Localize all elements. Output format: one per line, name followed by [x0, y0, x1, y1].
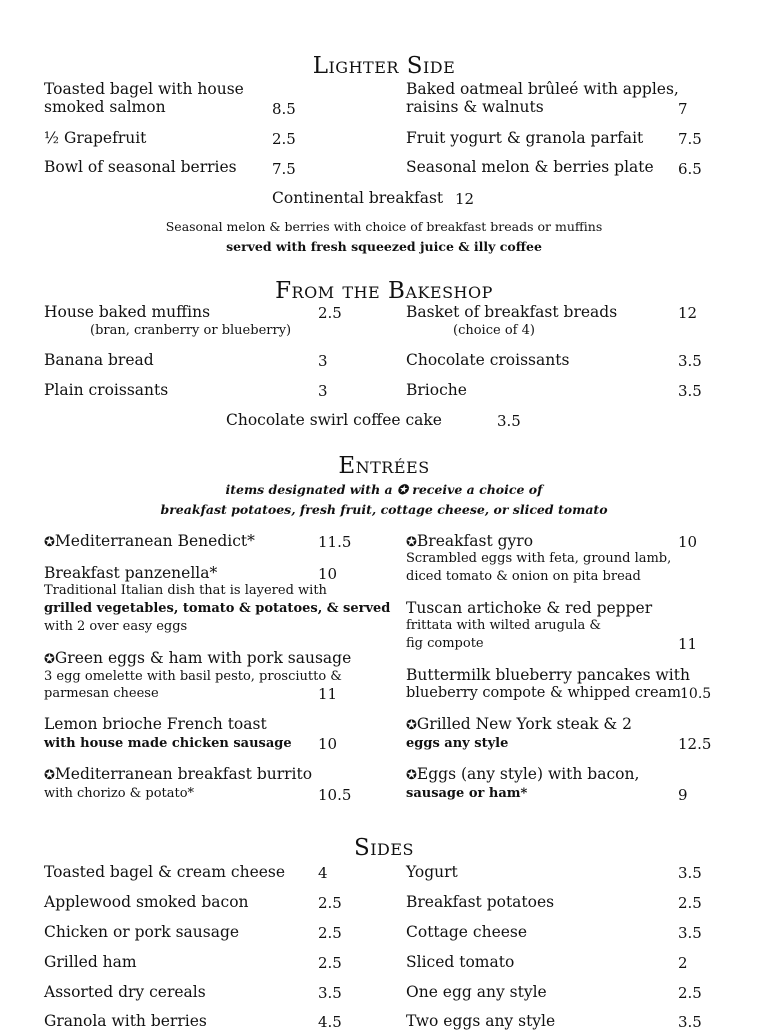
star-mark-icon: ✪: [44, 535, 55, 550]
menu-item-name: ✪Mediterranean breakfast burrito: [44, 765, 313, 783]
menu-item-price: 11: [318, 685, 338, 703]
menu-item-name: Plain croissants: [44, 381, 169, 399]
menu-item-price: 12.5: [678, 735, 712, 753]
menu-item-description: grilled vegetables, tomato & potatoes, & served: [44, 601, 391, 616]
menu-item-note: (choice of 4): [453, 323, 535, 338]
menu-item-name: Chocolate swirl coffee cake: [226, 411, 442, 429]
menu-item-name: One egg any style: [406, 983, 547, 1001]
menu-item-price: 8.5: [272, 100, 296, 118]
menu-item-description: fig compote: [406, 636, 484, 651]
menu-item-price: 3.5: [497, 412, 521, 430]
menu-item-name: raisins & walnuts: [406, 98, 544, 116]
menu-item-name: Sliced tomato: [406, 953, 515, 971]
menu-item-description: frittata with wilted arugula &: [406, 618, 601, 633]
menu-item-name: Baked oatmeal brûleé with apples,: [406, 80, 679, 98]
menu-item-name: ✪Grilled New York steak & 2: [406, 715, 632, 733]
menu-item-price: 3.5: [678, 382, 702, 400]
continental-breakfast-price: 12: [455, 190, 475, 208]
menu-item-price: 7.5: [272, 160, 296, 178]
menu-item-price: 10.5: [680, 686, 712, 702]
menu-item-price: 2.5: [318, 954, 342, 972]
menu-item-name: Chocolate croissants: [406, 351, 570, 369]
menu-item-name: ✪Mediterranean Benedict*: [44, 532, 255, 550]
menu-item-name: ✪Green eggs & ham with pork sausage: [44, 649, 352, 667]
menu-item-price: 2.5: [318, 924, 342, 942]
menu-item-price: 11.5: [318, 533, 352, 551]
menu-item-name: Bowl of seasonal berries: [44, 158, 237, 176]
menu-item-name: Toasted bagel & cream cheese: [44, 863, 286, 881]
menu-item-description: 3 egg omelette with basil pesto, prosciutto &: [44, 669, 342, 684]
menu-item-price: 2.5: [318, 894, 342, 912]
menu-item-price: 7.5: [678, 130, 702, 148]
menu-item-price: 10.5: [318, 786, 352, 804]
menu-item-price: 2.5: [678, 984, 702, 1002]
menu-item-name: Granola with berries: [44, 1012, 207, 1030]
menu-item-price: 3.5: [678, 1013, 702, 1031]
menu-item-name: ✪Eggs (any style) with bacon,: [406, 765, 640, 783]
menu-item-price: 3.5: [678, 924, 702, 942]
menu-item-price: 10: [678, 533, 698, 551]
menu-item-description: diced tomato & onion on pita bread: [406, 569, 641, 584]
menu-item-note: (bran, cranberry or blueberry): [90, 323, 292, 338]
menu-item-description: eggs any style: [406, 736, 509, 751]
menu-item-price: 10: [318, 565, 338, 583]
menu-item-name: Banana bread: [44, 351, 154, 369]
menu-item-name: Cottage cheese: [406, 923, 528, 941]
menu-item-price: 2.5: [318, 304, 342, 322]
menu-item-name: ✪Breakfast gyro: [406, 532, 534, 550]
menu-item-price: 2.5: [272, 130, 296, 148]
menu-item-name: Breakfast potatoes: [406, 893, 555, 911]
menu-item-price: 9: [678, 786, 688, 804]
menu-item-price: 2.5: [678, 894, 702, 912]
section-title-bakeshop: From the Bakeshop: [275, 278, 493, 304]
menu-item-name: Toasted bagel with house: [44, 80, 244, 98]
menu-item-name: ½ Grapefruit: [44, 129, 147, 147]
menu-item-description: with chorizo & potato*: [44, 786, 195, 801]
section-title-entrees: Entrées: [338, 453, 430, 479]
menu-item-price: 3.5: [318, 984, 342, 1002]
menu-item-price: 12: [678, 304, 698, 322]
menu-item-description: parmesan cheese: [44, 686, 159, 701]
star-mark-icon: ✪: [44, 768, 55, 783]
menu-item-name: Buttermilk blueberry pancakes with: [406, 666, 690, 684]
menu-item-price: 4.5: [318, 1013, 342, 1031]
menu-item-name: Yogurt: [406, 863, 458, 881]
continental-note: served with fresh squeezed juice & illy coffee: [226, 239, 542, 254]
menu-item-price: 3: [318, 352, 328, 370]
menu-item-name: Basket of breakfast breads: [406, 303, 618, 321]
entrees-note: items designated with a ✪ receive a choice of: [225, 482, 543, 498]
entrees-note: breakfast potatoes, fresh fruit, cottage cheese, or sliced tomato: [160, 502, 608, 517]
menu-item-name: blueberry compote & whipped cream: [406, 685, 681, 701]
menu-item-price: 3: [318, 382, 328, 400]
menu-item-description: Scrambled eggs with feta, ground lamb,: [406, 551, 672, 566]
continental-note: Seasonal melon & berries with choice of breakfast breads or muffins: [165, 219, 603, 234]
menu-item-price: 3.5: [678, 864, 702, 882]
menu-item-description: with house made chicken sausage: [44, 736, 292, 751]
menu-item-name: Seasonal melon & berries plate: [406, 158, 654, 176]
menu-item-description: Traditional Italian dish that is layered with: [44, 583, 327, 598]
star-mark-icon: ✪: [406, 535, 417, 550]
menu-item-price: 11: [678, 635, 698, 653]
menu-item-description: with 2 over easy eggs: [44, 619, 188, 634]
menu-item-price: 3.5: [678, 352, 702, 370]
star-mark-icon: ✪: [396, 483, 408, 498]
menu-item-name: Breakfast panzenella*: [44, 564, 218, 582]
section-title-lighter-side: Lighter Side: [312, 53, 456, 79]
menu-item-name: Two eggs any style: [406, 1012, 556, 1030]
star-mark-icon: ✪: [406, 768, 417, 783]
menu-item-price: 2: [678, 954, 688, 972]
menu-item-name: Grilled ham: [44, 953, 137, 971]
menu-item-name: Applewood smoked bacon: [44, 893, 249, 911]
menu-item-name: Assorted dry cereals: [44, 983, 206, 1001]
menu-item-name: smoked salmon: [44, 98, 166, 116]
continental-breakfast-name: Continental breakfast: [272, 189, 444, 207]
menu-item-name: Lemon brioche French toast: [44, 715, 267, 733]
menu-item-name: Chicken or pork sausage: [44, 923, 240, 941]
menu-item-name: Tuscan artichoke & red pepper: [406, 599, 653, 617]
menu-item-price: 10: [318, 735, 338, 753]
star-mark-icon: ✪: [44, 652, 55, 667]
menu-item-price: 4: [318, 864, 328, 882]
menu-item-name: Fruit yogurt & granola parfait: [406, 129, 644, 147]
menu-item-description: sausage or ham*: [406, 786, 528, 801]
section-title-sides: Sides: [353, 835, 415, 861]
menu-item-price: 6.5: [678, 160, 702, 178]
menu-item-price: 7: [678, 100, 688, 118]
star-mark-icon: ✪: [406, 718, 417, 733]
menu-item-name: House baked muffins: [44, 303, 211, 321]
menu-item-name: Brioche: [406, 381, 467, 399]
